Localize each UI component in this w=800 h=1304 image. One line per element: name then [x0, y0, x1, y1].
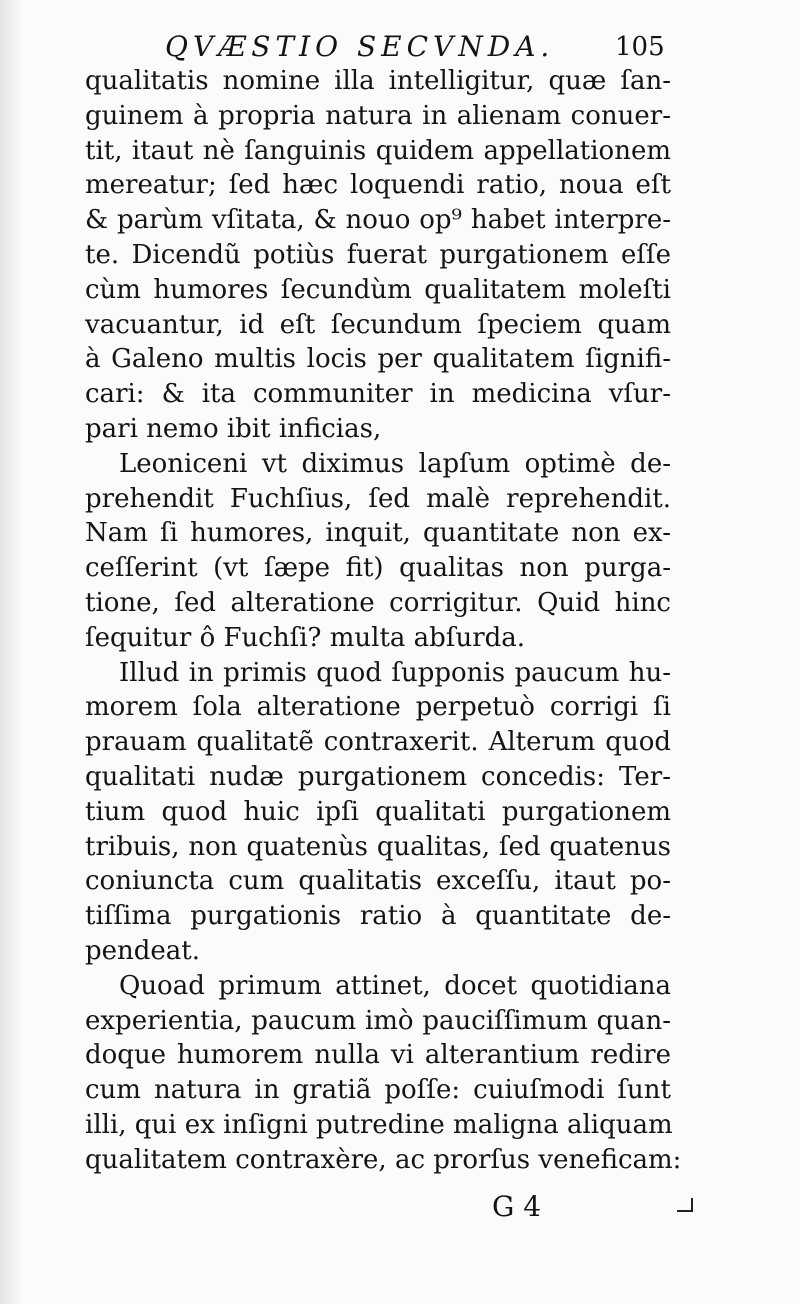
text-line: pendeat. [85, 935, 201, 966]
text-line: ſequitur ô Fuchſi? multa abſurda. [85, 622, 526, 653]
page-number: 105 [615, 32, 665, 62]
text-line: qualitatis nomine illa intelligitur, quæ ſan- [85, 66, 671, 96]
text-line: tribuis, non quatenùs qualitas, ſed quatenus [85, 831, 671, 862]
text-line: tit, itaut nè ſanguinis quidem appellationem [85, 135, 671, 166]
body-text [85, 64, 682, 1178]
text-line: tiſſima purgationis ratio à quantitate de- [85, 901, 671, 932]
text-line: mereatur; ſed hæc loquendi ratio, noua eſt [85, 170, 671, 201]
text-line: illi, qui ex inſigni putredine maligna aliquam [85, 1109, 673, 1140]
text-line: morem ſola alteratione perpetuò corrigi ſi [85, 692, 671, 723]
running-title: QVÆSTIO SECVNDA. [165, 30, 555, 63]
text-line: Quoad primum attinet, docet quotidiana [119, 970, 671, 1001]
text-line: qualitatem contraxère, ac prorſus veneficam: [85, 1144, 682, 1175]
text-line: experientia, paucum imò pauciſſimum quan- [85, 1005, 671, 1036]
text-line: qualitati nudæ purgationem concedis: Ter- [85, 761, 671, 792]
text-line: cari: & ita communiter in medicina vſur- [85, 379, 671, 410]
text-line: prehendit Fuchſius, ſed malè reprehendit. [85, 483, 671, 514]
text-line: te. Dicendũ potiùs fuerat purgationem eſſe [85, 239, 671, 270]
text-line: prauam qualitatẽ contraxerit. Alterum quod [85, 727, 671, 758]
text-line: guinem à propria natura in alienam conuer- [85, 100, 671, 131]
text-line: cùm humores ſecundùm qualitatem moleſti [85, 274, 671, 305]
text-line: tione, ſed alteratione corrigitur. Quid hinc [85, 587, 671, 618]
text-line: cum natura in gratiã poſſe: cuiuſmodi ſunt [85, 1075, 671, 1106]
text-line: tium quod huic ipſi qualitati purgationem [85, 796, 671, 827]
text-line: coniuncta cum qualitatis exceſſu, itaut po- [85, 866, 671, 897]
text-line: à Galeno multis locis per qualitatem ſignifi- [85, 344, 671, 375]
text-line: pari nemo ibit inficias, [85, 413, 382, 444]
text-line: ceſſerint (vt ſæpe fit) qualitas non purga- [85, 553, 671, 584]
text-line: Illud in primis quod ſupponis paucum hu- [119, 657, 671, 688]
text-line: Leoniceni vt diximus lapſum optimè de- [119, 448, 671, 479]
text-line: & parùm vſitata, & nouo op⁹ habet interpre- [85, 205, 671, 236]
catchword-corner-mark [677, 1198, 693, 1212]
text-line: doque humorem nulla vi alterantium redire [85, 1040, 671, 1071]
text-line: vacuantur, id eſt ſecundum ſpeciem quam [85, 309, 671, 340]
text-line: Nam ſi humores, inquit, quantitate non ex- [85, 518, 671, 549]
signature-mark: G 4 [492, 1190, 542, 1223]
